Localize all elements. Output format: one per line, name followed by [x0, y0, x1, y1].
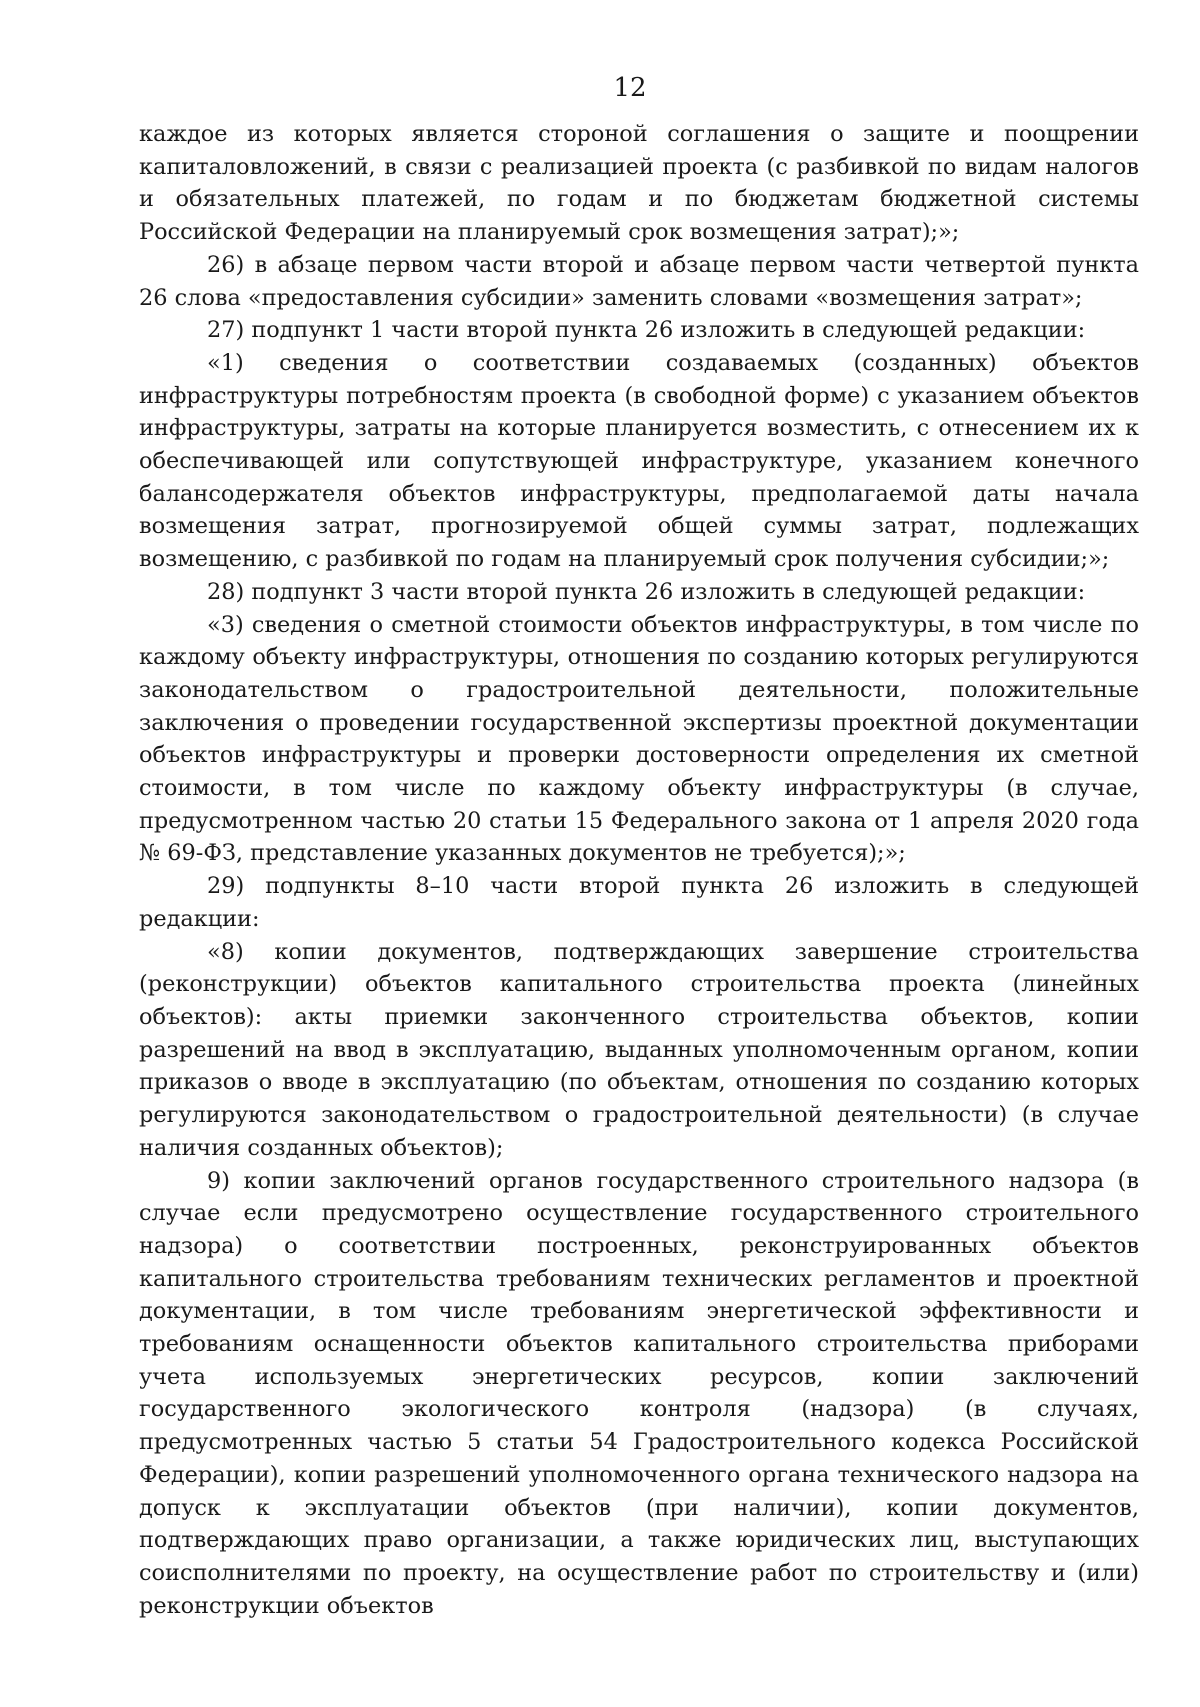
- paragraph-subitem-8: «8) копии документов, подтверждающих завершение строительства (реконструкции) объектов капитального строительства проекта (линейных объектов): акты приемки законченного строительства объектов, копии разрешений на ввод в эксплуатацию, выданных уполномоченным органом, копии приказов о вводе в эксплуатацию (по объектам, отношения по созданию которых регулируются законодательством о градостроительной деятельности) (в случае наличия созданных объектов);: [139, 938, 1139, 1161]
- paragraph-continuation: каждое из которых является стороной соглашения о защите и поощрении капиталовложений, в связи с реализацией проекта (с разбивкой по видам налогов и обязательных платежей, по годам и по бюджетам бюджетной системы Российской Федерации на планируемый срок возмещения затрат);»;: [139, 121, 1139, 246]
- paragraph-subitem-3: «3) сведения о сметной стоимости объектов инфраструктуры, в том числе по каждому объекту инфраструктуры, отношения по созданию которых регулируются законодательством о градостроительной деятельности, положительные заключения о проведении государственной экспертизы проектной документации объектов инфраструктуры и проверки достоверности определения их сметной стоимости, в том числе по каждому объекту инфраструктуры (в случае, предусмотренном частью 20 статьи 15 Федерального закона от 1 апреля 2020 года № 69-ФЗ, представление указанных документов не требуется);»;: [139, 611, 1139, 867]
- paragraph-item-27: 27) подпункт 1 части второй пункта 26 изложить в следующей редакции:: [207, 317, 1086, 344]
- paragraph-item-28: 28) подпункт 3 части второй пункта 26 изложить в следующей редакции:: [207, 578, 1086, 605]
- paragraph-subitem-9: 9) копии заключений органов государственного строительного надзора (в случае если предусмотрено осуществление государственного строительного надзора) о соответствии построенных, реконструированных объектов капитального строительства требованиям технических регламентов и проектной документации, в том числе требованиям энергетической эффективности и требованиям оснащенности объектов капитального строительства приборами учета используемых энергетических ресурсов, копии заключений государственного экологического контроля (надзора) (в случаях, предусмотренных частью 5 статьи 54 Градостроительного кодекса Российской Федерации), копии разрешений уполномоченного органа технического надзора на допуск к эксплуатации объектов (при наличии), копии документов, подтверждающих право организации, а также юридических лиц, выступающих соисполнителями по проекту, на осуществление работ по строительству и (или) реконструкции объектов: [139, 1167, 1139, 1619]
- document-body: [139, 118, 1139, 1622]
- paragraph-item-29: 29) подпункты 8–10 части второй пункта 26 изложить в следующей редакции:: [139, 873, 1139, 932]
- paragraph-item-26: 26) в абзаце первом части второй и абзаце первом части четвертой пункта 26 слова «предоставления субсидии» заменить словами «возмещения затрат»;: [139, 251, 1139, 311]
- paragraph-subitem-1: «1) сведения о соответствии создаваемых (созданных) объектов инфраструктуры потребностям проекта (в свободной форме) с указанием объектов инфраструктуры, затраты на которые планируется возместить, с отнесением их к обеспечивающей или сопутствующей инфраструктуре, указанием конечного балансодержателя объектов инфраструктуры, предполагаемой даты начала возмещения затрат, прогнозируемой общей суммы затрат, подлежащих возмещению, с разбивкой по годам на планируемый срок получения субсидии;»;: [139, 349, 1139, 573]
- page-number: 12: [613, 73, 647, 103]
